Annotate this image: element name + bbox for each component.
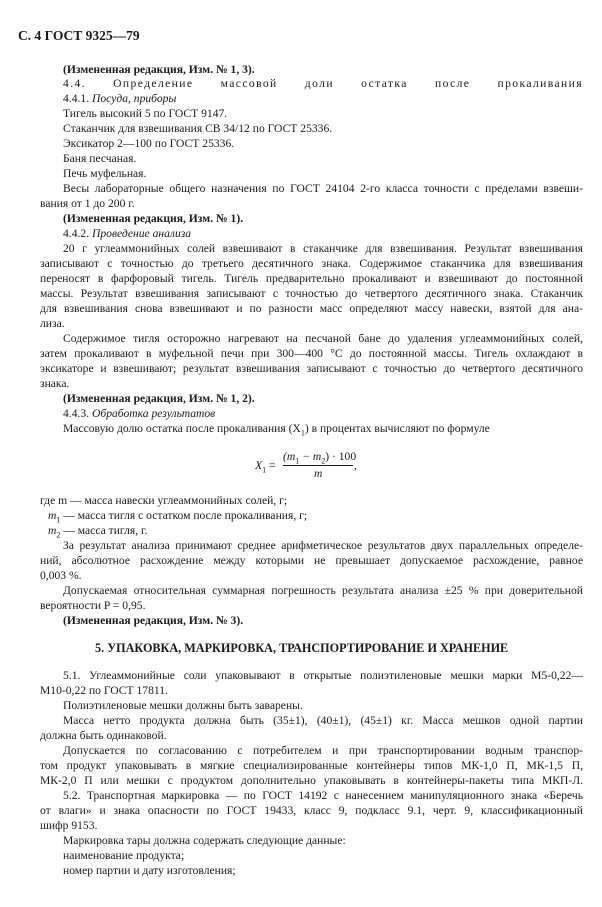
subsection-heading: 4.4.3. Обработка результатов [63,407,216,420]
formula-denominator: m [314,467,323,480]
legend-line: $m_1$ — масса тигля с остатком после прокаливания, г; [48,509,308,525]
amendment-note: (Измененная редакция, Изм. № 1). [63,212,244,225]
paragraph-line: шифр 9153. [40,819,98,832]
paragraph-line: 0,003 %. [40,569,82,582]
paragraph-line: вания от 1 до 200 г. [40,197,135,210]
formula-comma: , [354,459,357,472]
paragraph-line: эксикаторе и взвешивают; результат взвешивания записывают с точностью до четвертого десятичного [40,362,583,375]
paragraph-line: записывают с точностью до третьего десятичного знака. Содержимое стаканчика для взвешивания [40,257,583,270]
subsection-title: Обработка результатов [91,407,216,420]
paragraph-line: 20 г углеаммонийных солей взвешивают в стаканчике для взвешивания. Результат взвешивания [63,242,583,255]
paragraph-line: должна быть одинаковой. [40,729,167,742]
equipment-item: Баня песчаная. [63,152,137,165]
subsection-title: Проведение анализа [91,227,192,240]
equipment-item: Эксикатор 2—100 по ГОСТ 25336. [63,137,235,150]
paragraph-line: массы. Результат взвешивания записывают с точностью до четвертого десятичного знака. Стаканчик [40,287,583,300]
subsection-title: Посуда, приборы [91,92,177,105]
subsection-heading: 4.4.2. Проведение анализа [63,227,192,240]
paragraph-line: лиза. [40,317,65,330]
formula-lhs: $X_1$ = [255,459,276,475]
paragraph-line: Маркировка тары должна содержать следующие данные: [63,834,346,847]
paragraph-line: вероятности P = 0,95. [40,599,146,612]
paragraph-line: для взвешивания снова взвешивают и по разности масс определяют массу навески, взятой для ана- [40,302,583,315]
amendment-note: (Измененная редакция, Изм. № 1, 3). [63,63,255,76]
equipment-item: Тигель высокий 5 по ГОСТ 9147. [63,107,228,120]
legend-line: $m_2$ — масса тигля, г. [48,524,148,540]
paragraph-line: Допускается по согласованию с потребителем и при транспортировании водным транспор- [63,744,583,757]
legend-line: где m — масса навески углеаммонийных солей, г; [40,494,288,507]
paragraph-line: затем прокаливают в муфельной печи при 300—400 °С до постоянной массы. Тигель охлаждают в [40,347,583,360]
paragraph-line: 5.1. Углеаммонийные соли упаковывают в открытые полиэтиленовые мешки марки М5-0,22— [63,669,583,682]
equipment-item: Стаканчик для взвешивания СВ 34/12 по ГОСТ 25336. [63,122,333,135]
paragraph-line: знака. [40,377,70,390]
formula [255,450,375,482]
section-heading: 4.4. Определение массовой доли остатка после прокаливания [63,77,583,90]
paragraph-line: ний, абсолютное расхождение между которыми не превышает допускаемое расхождение, равное [40,554,583,567]
paragraph-line: Масса нетто продукта должна быть (35±1), (40±1), (45±1) кг. Масса мешков одной партии [63,714,583,727]
paragraph-line: МК-2,0 П или мешки с продуктом дополнительно упаковывать в контейнеры-пакеты типа МКП-Л. [40,774,583,787]
page-header: С. 4 ГОСТ 9325—79 [18,28,140,43]
paragraph-line: М10-0,22 по ГОСТ 17811. [40,684,168,697]
paragraph-line: переносят в фарфоровый тигель. Тигель предварительно прокаливают и взвешивают до постоянной [40,272,583,285]
paragraph-line: Весы лабораторные общего назначения по ГОСТ 24104 2-го класса точности с пределами взвеши- [63,182,583,195]
amendment-note: (Измененная редакция, Изм. № 3). [63,614,244,627]
paragraph-line: Допускаемая относительная суммарная погрешность результата анализа ±25 % при доверительной [63,584,583,597]
equipment-item: Печь муфельная. [63,167,147,180]
paragraph-line: от влаги» и знака опасности по ГОСТ 19433, класс 9, подкласс 9.1, черт. 9, классификационный [40,804,583,817]
fraction-bar [283,465,353,466]
formula-intro: Массовую долю остатка после прокаливания $(X_1)$ в процентах вычисляют по формуле [63,422,490,438]
subsection-heading: 4.4.1. Посуда, приборы [63,92,177,105]
paragraph-line: том продукт упаковывать в мягкие специализированные контейнеры типов МК-1,0 П, МК-1,5 П, [40,759,583,772]
paragraph-line: Содержимое тигля осторожно нагревают на песчаной бане до удаления углеаммонийных солей, [63,332,583,345]
list-item: номер партии и дату изготовления; [63,864,236,877]
amendment-note: (Измененная редакция, Изм. № 1, 2). [63,392,255,405]
paragraph-line: Полиэтиленовые мешки должны быть заварены. [63,699,303,712]
list-item: наименование продукта; [63,849,185,862]
paragraph-line: 5.2. Транспортная маркировка — по ГОСТ 14192 с нанесением манипуляционного знака «Беречь [63,789,583,802]
paragraph-line: За результат анализа принимают среднее арифметическое результатов двух параллельных определе- [63,539,583,552]
formula-numerator: $(m_1 - m_2) \cdot 100$ [283,450,357,466]
section-title: 5. УПАКОВКА, МАРКИРОВКА, ТРАНСПОРТИРОВАНИЕ И ХРАНЕНИЕ [95,641,509,655]
